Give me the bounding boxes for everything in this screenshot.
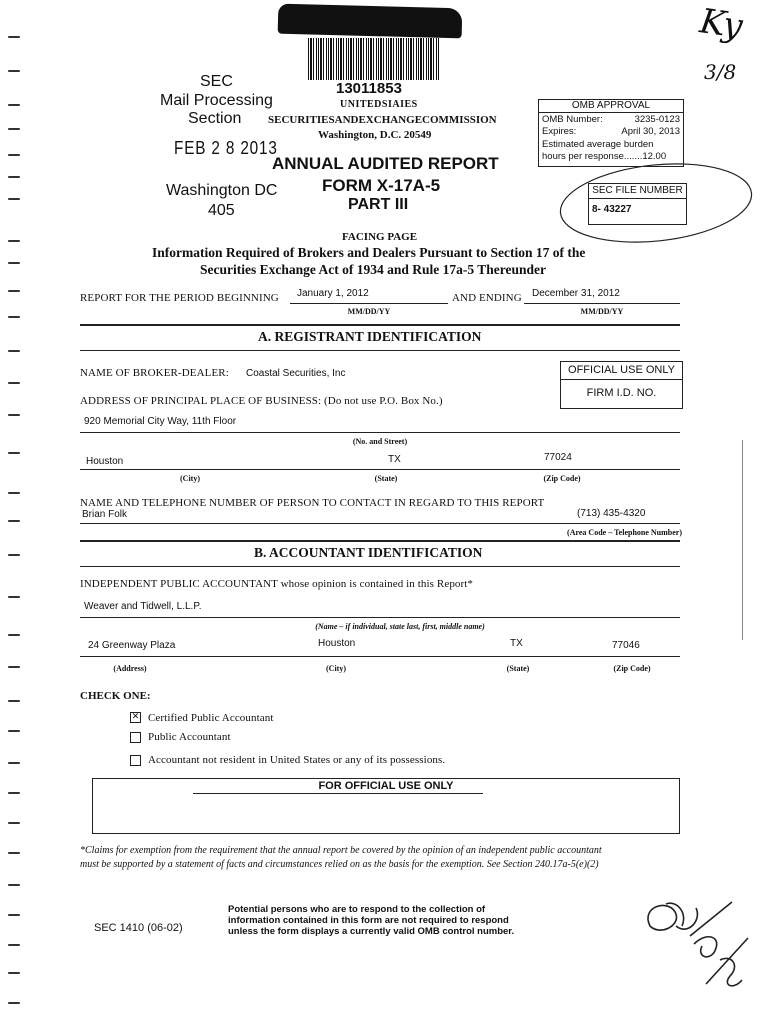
stamp-city: Washington DC xyxy=(166,182,278,199)
stamp-section-line2: Section xyxy=(188,110,242,127)
margin-mark xyxy=(8,972,20,974)
period-begin-value[interactable]: January 1, 2012 xyxy=(297,288,369,299)
footnote-line1: *Claims for exemption from the requirement that the annual report be covered by the opinion of an independent public accountant xyxy=(80,845,602,856)
omb-number-value: 3235-0123 xyxy=(634,114,680,125)
margin-mark xyxy=(8,262,20,264)
public-accountant-label: Public Accountant xyxy=(148,731,231,743)
omb-notice-line3: unless the form displays a currently valid OMB control number. xyxy=(228,926,515,937)
info-line2: Securities Exchange Act of 1934 and Rule 17a-5 Thereunder xyxy=(200,262,546,277)
section-b-rule-top xyxy=(80,540,680,542)
margin-mark xyxy=(8,1002,20,1004)
accountant-zip-caption: (Zip Code) xyxy=(613,664,651,673)
omb-burden-line1: Estimated average burden xyxy=(542,139,654,150)
accountant-state-caption: (State) xyxy=(506,664,530,673)
margin-mark xyxy=(8,128,20,130)
firm-id-label: FIRM I.D. NO. xyxy=(586,387,657,399)
broker-dealer-name-label: NAME OF BROKER-DEALER: xyxy=(80,367,229,379)
footnote-line2: must be supported by a statement of facts and circumstances relied on as the basis for the exemption. See Section 240.17a-5(e)(2) xyxy=(80,859,599,870)
margin-mark xyxy=(8,884,20,886)
registrant-city-value[interactable]: Houston xyxy=(86,456,124,467)
omb-notice-line2: information contained in this form are not required to respond xyxy=(228,915,509,926)
margin-mark xyxy=(8,290,20,292)
accountant-label: INDEPENDENT PUBLIC ACCOUNTANT whose opinion is contained in this Report* xyxy=(80,578,474,590)
margin-mark xyxy=(8,634,20,636)
accountant-city-value[interactable]: Houston xyxy=(318,638,356,649)
section-b-heading: B. ACCOUNTANT IDENTIFICATION xyxy=(254,545,483,560)
accountant-name-value[interactable]: Weaver and Tidwell, L.L.P. xyxy=(84,601,202,612)
stamp-agency: SEC xyxy=(200,73,233,90)
street-caption: (No. and Street) xyxy=(352,437,408,446)
stamp-date: FEB 2 8 2013 xyxy=(174,138,278,158)
omb-title: OMB APPROVAL xyxy=(539,100,683,113)
margin-mark xyxy=(8,176,20,178)
margin-mark xyxy=(8,104,20,106)
margin-mark xyxy=(8,666,20,668)
period-end-line xyxy=(524,303,680,304)
omb-number-label: OMB Number: xyxy=(542,114,603,125)
registrant-city-caption: (City) xyxy=(180,474,200,483)
phone-caption: (Area Code – Telephone Number) xyxy=(567,528,682,537)
omb-expires-label: Expires: xyxy=(542,126,577,137)
accountant-address-value[interactable]: 24 Greenway Plaza xyxy=(88,640,176,651)
commission-line: SECURITIESANDEXCHANGECOMMISSION xyxy=(268,114,497,126)
contact-name-value[interactable]: Brian Folk xyxy=(82,509,128,520)
form-title-line3: PART III xyxy=(348,196,409,213)
margin-mark xyxy=(8,520,20,522)
section-a-rule-bottom xyxy=(80,350,680,351)
period-end-value[interactable]: December 31, 2012 xyxy=(532,288,620,299)
margin-mark xyxy=(8,792,20,794)
accountant-name-caption: (Name – if individual, state last, first, middle name) xyxy=(315,622,485,631)
omb-expires-value: April 30, 2013 xyxy=(621,126,680,137)
contact-line xyxy=(80,523,680,524)
handwritten-page-note: 3/8 xyxy=(704,60,737,84)
registrant-state-value[interactable]: TX xyxy=(388,454,401,465)
form-title-line1: ANNUAL AUDITED REPORT xyxy=(272,154,499,173)
margin-mark xyxy=(8,452,20,454)
margin-mark xyxy=(8,240,20,242)
registrant-zip-caption: (Zip Code) xyxy=(543,474,581,483)
margin-mark xyxy=(8,596,20,598)
non-resident-accountant-label: Accountant not resident in United States or any of its possessions. xyxy=(148,754,446,766)
registrant-zip-value[interactable]: 77024 xyxy=(544,452,572,463)
commission-address: Washington, D.C. 20549 xyxy=(318,129,432,141)
omb-number-row xyxy=(539,113,683,126)
facing-page: FACING PAGE xyxy=(342,231,418,243)
margin-mark xyxy=(8,382,20,384)
handwritten-initials-bottom xyxy=(636,896,752,992)
section-a-heading: A. REGISTRANT IDENTIFICATION xyxy=(258,329,482,344)
official-use-label: OFFICIAL USE ONLY xyxy=(561,362,682,380)
accountant-city-caption: (City) xyxy=(326,664,346,673)
official-use-rule xyxy=(193,793,483,794)
sec-file-value: 8- 43227 xyxy=(592,204,632,215)
accountant-name-line xyxy=(80,617,680,618)
margin-mark xyxy=(8,316,20,318)
period-begin-line xyxy=(290,303,448,304)
stamp-code: 405 xyxy=(208,202,235,219)
margin-mark xyxy=(8,70,20,72)
margin-mark xyxy=(8,36,20,38)
margin-mark xyxy=(8,492,20,494)
scan-edge-line xyxy=(742,440,743,640)
accountant-state-value[interactable]: TX xyxy=(510,638,523,649)
barcode xyxy=(308,38,440,80)
accountant-zip-value[interactable]: 77046 xyxy=(612,640,640,651)
united-states-line: UNITEDSIAIES xyxy=(340,99,418,110)
form-number: SEC 1410 (06-02) xyxy=(94,922,183,934)
period-end-caption: MM/DD/YY xyxy=(580,307,624,316)
sec-file-label: SEC FILE NUMBER xyxy=(589,184,686,199)
certified-accountant-label: Certified Public Accountant xyxy=(148,712,274,724)
official-use-only-label: FOR OFFICIAL USE ONLY xyxy=(318,780,454,792)
margin-mark xyxy=(8,730,20,732)
margin-mark xyxy=(8,350,20,352)
contact-label: NAME AND TELEPHONE NUMBER OF PERSON TO CONTACT IN REGARD TO THIS REPORT xyxy=(80,497,545,509)
registrant-state-caption: (State) xyxy=(374,474,398,483)
section-a-rule-top xyxy=(80,324,680,326)
period-end-label: AND ENDING xyxy=(452,292,522,304)
margin-mark xyxy=(8,414,20,416)
hand-drawn-oval xyxy=(556,160,754,246)
city-state-zip-line xyxy=(80,469,680,470)
certified-accountant-checkbox[interactable]: ✕ xyxy=(131,712,140,722)
margin-mark xyxy=(8,154,20,156)
street-value[interactable]: 920 Memorial City Way, 11th Floor xyxy=(84,416,237,427)
margin-mark xyxy=(8,762,20,764)
stamp-section-line1: Mail Processing xyxy=(160,92,273,109)
non-resident-accountant-checkbox[interactable] xyxy=(130,755,141,766)
official-use-box xyxy=(560,361,683,409)
period-begin-caption: MM/DD/YY xyxy=(347,307,391,316)
margin-mark xyxy=(8,198,20,200)
barcode-number: 13011853 xyxy=(336,80,402,97)
margin-mark xyxy=(8,852,20,854)
margin-mark xyxy=(8,822,20,824)
margin-mark xyxy=(8,944,20,946)
contact-phone-value[interactable]: (713) 435-4320 xyxy=(577,508,646,519)
street-line xyxy=(80,432,680,433)
margin-mark xyxy=(8,914,20,916)
section-b-rule-bottom xyxy=(80,566,680,567)
public-accountant-checkbox[interactable] xyxy=(130,732,141,743)
omb-approval-box xyxy=(538,99,684,167)
form-title-line2: FORM X-17A-5 xyxy=(322,176,441,195)
info-line1: Information Required of Brokers and Dealers Pursuant to Section 17 of the xyxy=(152,245,586,260)
address-label: ADDRESS OF PRINCIPAL PLACE OF BUSINESS: (Do not use P.O. Box No.) xyxy=(80,395,443,407)
omb-notice-line1: Potential persons who are to respond to the collection of xyxy=(228,904,486,915)
period-label: REPORT FOR THE PERIOD BEGINNING xyxy=(80,292,279,304)
omb-expires-row xyxy=(539,126,683,139)
redaction-bar xyxy=(278,4,463,39)
margin-mark xyxy=(8,700,20,702)
official-use-only-box xyxy=(92,778,680,834)
check-one-label: CHECK ONE: xyxy=(80,690,151,702)
omb-burden-line2: hours per response.......12.00 xyxy=(542,151,667,162)
broker-dealer-name-value[interactable]: Coastal Securities, Inc xyxy=(246,368,346,379)
handwritten-initials-top: Ky xyxy=(697,1,746,47)
margin-mark xyxy=(8,554,20,556)
accountant-address-caption: (Address) xyxy=(113,664,147,673)
accountant-address-line xyxy=(80,656,680,657)
